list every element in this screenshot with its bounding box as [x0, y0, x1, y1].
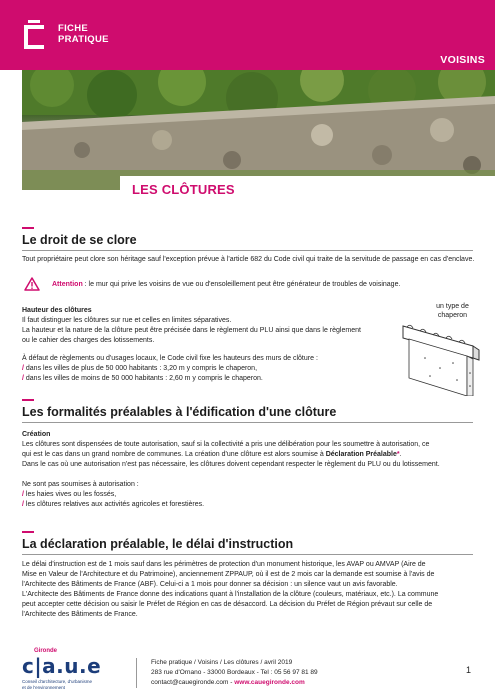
page-number: 1	[466, 665, 472, 675]
section-heading-droit: Le droit de se clore	[22, 233, 137, 247]
list-item: / dans les villes de plus de 50 000 habitants : 3,20 m y compris le chaperon,	[22, 365, 258, 372]
caue-subtitle: Conseil d'architecture, d'urbanisme et de l'environnement	[22, 679, 93, 690]
caue-c-logo-icon	[22, 20, 48, 50]
category-tag: VOISINS	[440, 54, 485, 66]
section1-intro: Tout propriétaire peut clore son héritage sauf l'exception prévue à l'article 682 du Code civil qui traite de la servitude de passage en cas d'enclave.	[22, 256, 475, 263]
footer-info: Fiche pratique / Voisins / Les clôtures / avril 2019 283 rue d'Ornano - 33000 Bordeaux - Tel : 05 56 97 81 89 contact@cauegironde.com - www.cauegironde.com	[151, 659, 318, 686]
page-title: LES CLÔTURES	[132, 182, 235, 197]
gironde-label: Gironde	[34, 648, 58, 654]
chaperon-label: un type de chaperon	[436, 303, 469, 319]
contact-email[interactable]: contact@cauegironde.com -	[151, 679, 235, 686]
website-link[interactable]: www.cauegironde.com	[234, 679, 305, 686]
warning-triangle-icon	[24, 277, 40, 291]
creation-heading: Création	[22, 431, 51, 438]
page-title-box	[120, 176, 495, 204]
list-item: / les haies vives ou les fossés,	[22, 491, 117, 498]
caue-logo: c|a.u.e	[22, 654, 102, 678]
hauteur-heading: Hauteur des clôtures	[22, 307, 92, 314]
list-item: / dans les villes de moins de 50 000 habitants : 2,60 m y compris le chaperon.	[22, 375, 263, 382]
section-marker	[22, 227, 34, 229]
list-item: / les clôtures relatives aux activités agricoles et forestières.	[22, 501, 205, 508]
section-divider	[22, 422, 473, 423]
section-heading-formalites: Les formalités préalables à l'édification d'une clôture	[22, 405, 337, 419]
header-banner	[0, 0, 495, 70]
declaration-block: Le délai d'instruction est de 1 mois sauf dans les périmètres de protection d'un monument historique, les AVAP ou AMVAP (Aire de Mise en Valeur de l'Architecture et du Patrimoine), anciennement ZPPAUP, où il est de 2 mois car la demande est soumise à l'avis de l'Architecte des Bâtiments de France (ABF). Celui-ci a 1 mois pour donner sa décision : un silence vaut un avis favorable. L'Architecte des Bâtiments de France donne des indications quant à l'installation de la clôture (couleurs, matériaux, etc.). La commune peut accepter cette décision ou saisir le Préfet de Région en cas de désaccord. La décision du Préfet de Région prévaut sur celle de l'Architecte des Bâtiments de France.	[22, 561, 439, 618]
section-marker	[22, 531, 34, 533]
footer-divider	[136, 658, 137, 688]
chaperon-wall-illustration	[385, 318, 485, 396]
section-divider	[22, 554, 473, 555]
section-marker	[22, 399, 34, 401]
section-heading-declaration: La déclaration préalable, le délai d'instruction	[22, 537, 294, 551]
formalites-block: Création Les clôtures sont dispensées de toute autorisation, sauf si la collectivité a pris une délibération pour les soumettre à autorisation, ce qui est le cas dans un grand nombre de communes. La création d'une clôture est alors soumise à Déclaration Préalable*. Dans le cas où une autorisation n'est pas nécessaire, les clôtures doivent cependant respecter le règlement du PLU ou du lotissement. Ne sont pas soumises à autorisation : / les haies vives ou les fossés, / les clôtures relatives aux activités agricoles et forestières.	[22, 430, 477, 510]
stone-wall-photo	[22, 70, 495, 190]
warning-text: Attention : le mur qui prive les voisins de vue ou d'ensoleillement peut être générateur de troubles de voisinage.	[52, 281, 401, 288]
section-divider	[22, 250, 473, 251]
hauteur-block: Hauteur des clôtures Il faut distinguer les clôtures sur rue et celles en limites séparatives. La hauteur et la nature de la clôture peut être précisée dans le règlement du PLU ainsi que dans le règlement ou le cahier des charges des lotissements. À défaut de règlements ou d'usages locaux, le Code civil fixe les hauteurs des murs de clôture : / dans les villes de plus de 50 000 habitants : 3,20 m y compris le chaperon, / dans les villes de moins de 50 000 habitants : 2,60 m y compris le chaperon.	[22, 306, 382, 384]
fiche-pratique-label: FICHE PRATIQUE	[58, 23, 109, 45]
